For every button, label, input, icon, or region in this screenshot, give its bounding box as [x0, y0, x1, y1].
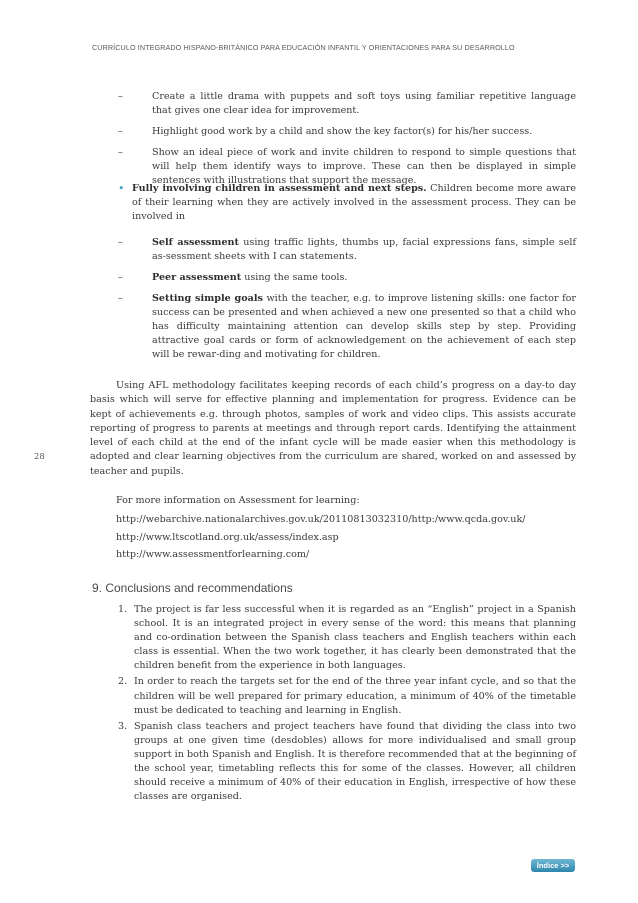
list-item-text: using traffic lights, thumbs up, facial expressions fans, simple self as-sessment sheets with I can statements. [152, 237, 576, 263]
list-item [118, 720, 576, 805]
info-link[interactable]: http://www.ltscotland.org.uk/assess/index.asp [116, 532, 339, 543]
list-item [118, 90, 576, 118]
recommendations-list [118, 603, 576, 806]
dash-marker: – [118, 125, 123, 137]
dash-marker: – [118, 237, 123, 248]
top-dash-list [118, 90, 576, 195]
bullet-text: Children become more aware of their learning when they are actively involved in the assessment process. They can be involved in [132, 183, 577, 223]
list-item [118, 603, 576, 673]
info-link[interactable]: http://webarchive.nationalarchives.gov.uk/20110813032310/http:/www.qcda.gov.uk/ [116, 514, 526, 525]
section-title: 9. Conclusions and recommendations [92, 581, 293, 595]
list-item [118, 292, 576, 363]
bullet-involving-children [118, 182, 576, 225]
item-number: 1. [118, 604, 128, 615]
list-item [118, 271, 576, 285]
list-item-text: Show an ideal piece of work and invite children to respond to simple questions that will help them identify ways to improve. These can then be displayed in simple sentences with illustrations that support the message. [152, 146, 576, 187]
list-item-text: Spanish class teachers and project teachers have found that dividing the class into two groups at one given time (desdobles) allows for more individualised and small group support in both Spanish and English. It is therefore recommended that at the beginning of the school year, timetabling reflects this for some of the classes. However, all children should receive a minimum of 40% of their education in English, irrespective of how these classes are organised. [134, 720, 576, 803]
bullet-marker: • [118, 182, 125, 195]
list-item-heading: Setting simple goals [152, 292, 263, 304]
list-item-heading: Self assessment [152, 237, 239, 248]
bullet-heading: Fully involving children in assessment and next steps. [132, 183, 427, 194]
dash-marker: – [118, 271, 123, 283]
list-item-text: The project is far less successful when it is regarded as an “English” project in a Spanish school. It is an integrated project in every sense of the word: this means that planning and co-ordination between the Spanish class teachers and English teachers within each class is essential. When the two work together, it has clearly been demonstrated that the children benefit from the experience in both languages. [134, 604, 576, 672]
info-intro: For more information on Assessment for learning: [116, 495, 360, 506]
page-number: 28 [34, 452, 45, 462]
sub-dash-list [118, 236, 576, 369]
info-link[interactable]: http://www.assessmentforlearning.com/ [116, 549, 310, 560]
item-number: 2. [118, 676, 128, 688]
list-item-text: In order to reach the targets set for the end of the three year infant cycle, and so that the children will be well prepared for primary education, a minimum of 40% of the timetable must be dedicated to teaching and learning in English. [134, 676, 576, 716]
list-item [118, 125, 576, 139]
list-item-text: with the teacher, e.g. to improve listening skills: one factor for success can be presented and when achieved a new one presented so that a child who has difficulty maintaining attention can develop skills step by step. Providing attractive goal cards or form of acknowledgement on the achievement of each step will be rewar-ding and motivating for children. [152, 292, 576, 361]
list-item [118, 675, 576, 717]
list-item [118, 236, 576, 264]
running-header: CURRÍCULO INTEGRADO HISPANO-BRITÁNICO PARA EDUCACIÓN INFANTIL Y ORIENTACIONES PARA SU DESARROLLO [92, 43, 515, 52]
list-item-heading: Peer assessment [152, 271, 242, 283]
dash-marker: – [118, 292, 123, 304]
indice-button[interactable]: Índice >> [531, 859, 575, 872]
list-item-text: Highlight good work by a child and show the key factor(s) for his/her success. [152, 125, 533, 137]
afl-paragraph: Using AFL methodology facilitates keeping records of each child’s progress on a day-to day basis which will serve for effective planning and implementation for progress. Evidence can be kept of achievements e.g. through photos, samples of work and video clips. This assists accurate reporting of progress to parents at meetings and through report cards. Identifying the attainment level of each child at the end of the infant cycle will be made easier when this methodology is adopted and clear learning objectives from the curriculum are shared, worked on and assessed by teacher and pupils. [90, 380, 576, 477]
dash-marker: – [118, 91, 123, 102]
list-item-text: Create a little drama with puppets and soft toys using familiar repetitive language that gives one clear idea for improvement. [152, 91, 576, 117]
dash-marker: – [118, 146, 123, 158]
item-number: 3. [118, 720, 128, 732]
list-item-text: using the same tools. [241, 271, 348, 283]
